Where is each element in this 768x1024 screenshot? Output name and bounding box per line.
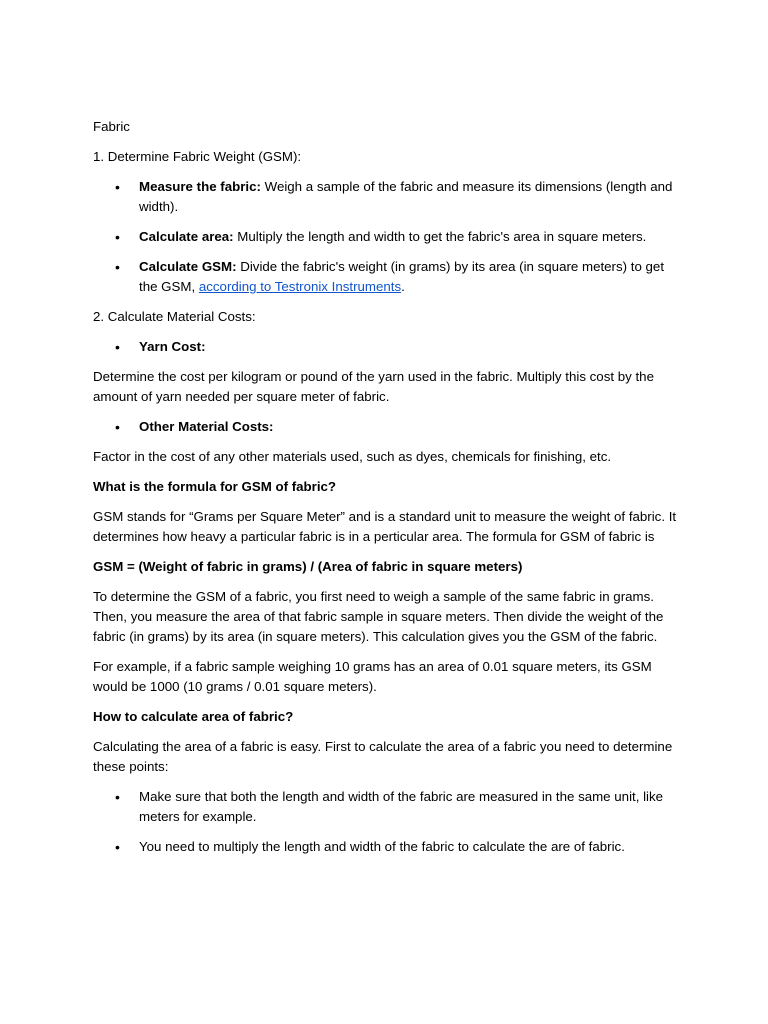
section1-heading: 1. Determine Fabric Weight (GSM): bbox=[93, 149, 302, 164]
list-item bbox=[139, 227, 683, 247]
other-costs-label: Other Material Costs: bbox=[139, 419, 274, 434]
other-costs-text: Factor in the cost of any other materials used, such as dyes, chemicals for finishing, etc. bbox=[93, 449, 612, 464]
section1-list bbox=[93, 177, 683, 297]
list-item: • You need to multiply the length and width of the fabric to calculate the are of fabric. bbox=[139, 837, 683, 857]
area-intro: Calculating the area of a fabric is easy. First to calculate the area of a fabric you need to determine these points: bbox=[93, 739, 673, 774]
gsm-explanation: To determine the GSM of a fabric, you first need to weigh a sample of the same fabric in grams. Then, you measure the area of that fabric sample in square meters. Then divide the weight of the fabric (in grams) by its area (in square meters). This calculation gives you the GSM of the fabric. bbox=[93, 589, 664, 644]
gsm-formula: GSM = (Weight of fabric in grams) / (Area of fabric in square meters) bbox=[93, 559, 523, 574]
list-item bbox=[139, 257, 683, 297]
list-item-text: Divide the fabric's weight (in grams) by its area (in square meters) to get the GSM, bbox=[139, 259, 665, 294]
list-item bbox=[139, 337, 683, 357]
list-item-text: Weigh a sample of the fabric and measure its dimensions (length and width). bbox=[139, 179, 673, 214]
other-costs-list bbox=[93, 417, 683, 437]
area-heading: How to calculate area of fabric? bbox=[93, 709, 294, 724]
list-item bbox=[139, 417, 683, 437]
list-item: • Make sure that both the length and width of the fabric are measured in the same unit, like meters for example. bbox=[139, 787, 683, 827]
list-item-text: Multiply the length and width to get the fabric's area in square meters. bbox=[233, 229, 647, 244]
list-item-label: Calculate GSM: bbox=[139, 259, 237, 274]
testronix-link[interactable]: according to Testronix Instruments bbox=[198, 279, 402, 294]
list-item-label: Calculate area: bbox=[139, 229, 234, 244]
list-item bbox=[139, 177, 683, 217]
area-points-list bbox=[93, 787, 683, 857]
gsm-formula-heading: What is the formula for GSM of fabric? bbox=[93, 479, 337, 494]
yarn-cost-text: Determine the cost per kilogram or pound of the yarn used in the fabric. Multiply this cost by the amount of yarn needed per square meter of fabric. bbox=[93, 369, 654, 404]
yarn-cost-list bbox=[93, 337, 683, 357]
gsm-intro: GSM stands for “Grams per Square Meter” and is a standard unit to measure the weight of fabric. It determines how heavy a particular fabric is in a perticular area. The formula for GSM of fabric is bbox=[93, 509, 677, 544]
document-title: Fabric bbox=[93, 119, 130, 134]
list-item-label: Measure the fabric: bbox=[139, 179, 261, 194]
section2-heading: 2. Calculate Material Costs: bbox=[93, 309, 256, 324]
gsm-example: For example, if a fabric sample weighing 10 grams has an area of 0.01 square meters, its GSM would be 1000 (10 grams / 0.01 square meters). bbox=[93, 659, 652, 694]
list-item-punctuation: . bbox=[401, 279, 405, 294]
document-body bbox=[93, 117, 683, 867]
yarn-cost-label: Yarn Cost: bbox=[139, 339, 206, 354]
